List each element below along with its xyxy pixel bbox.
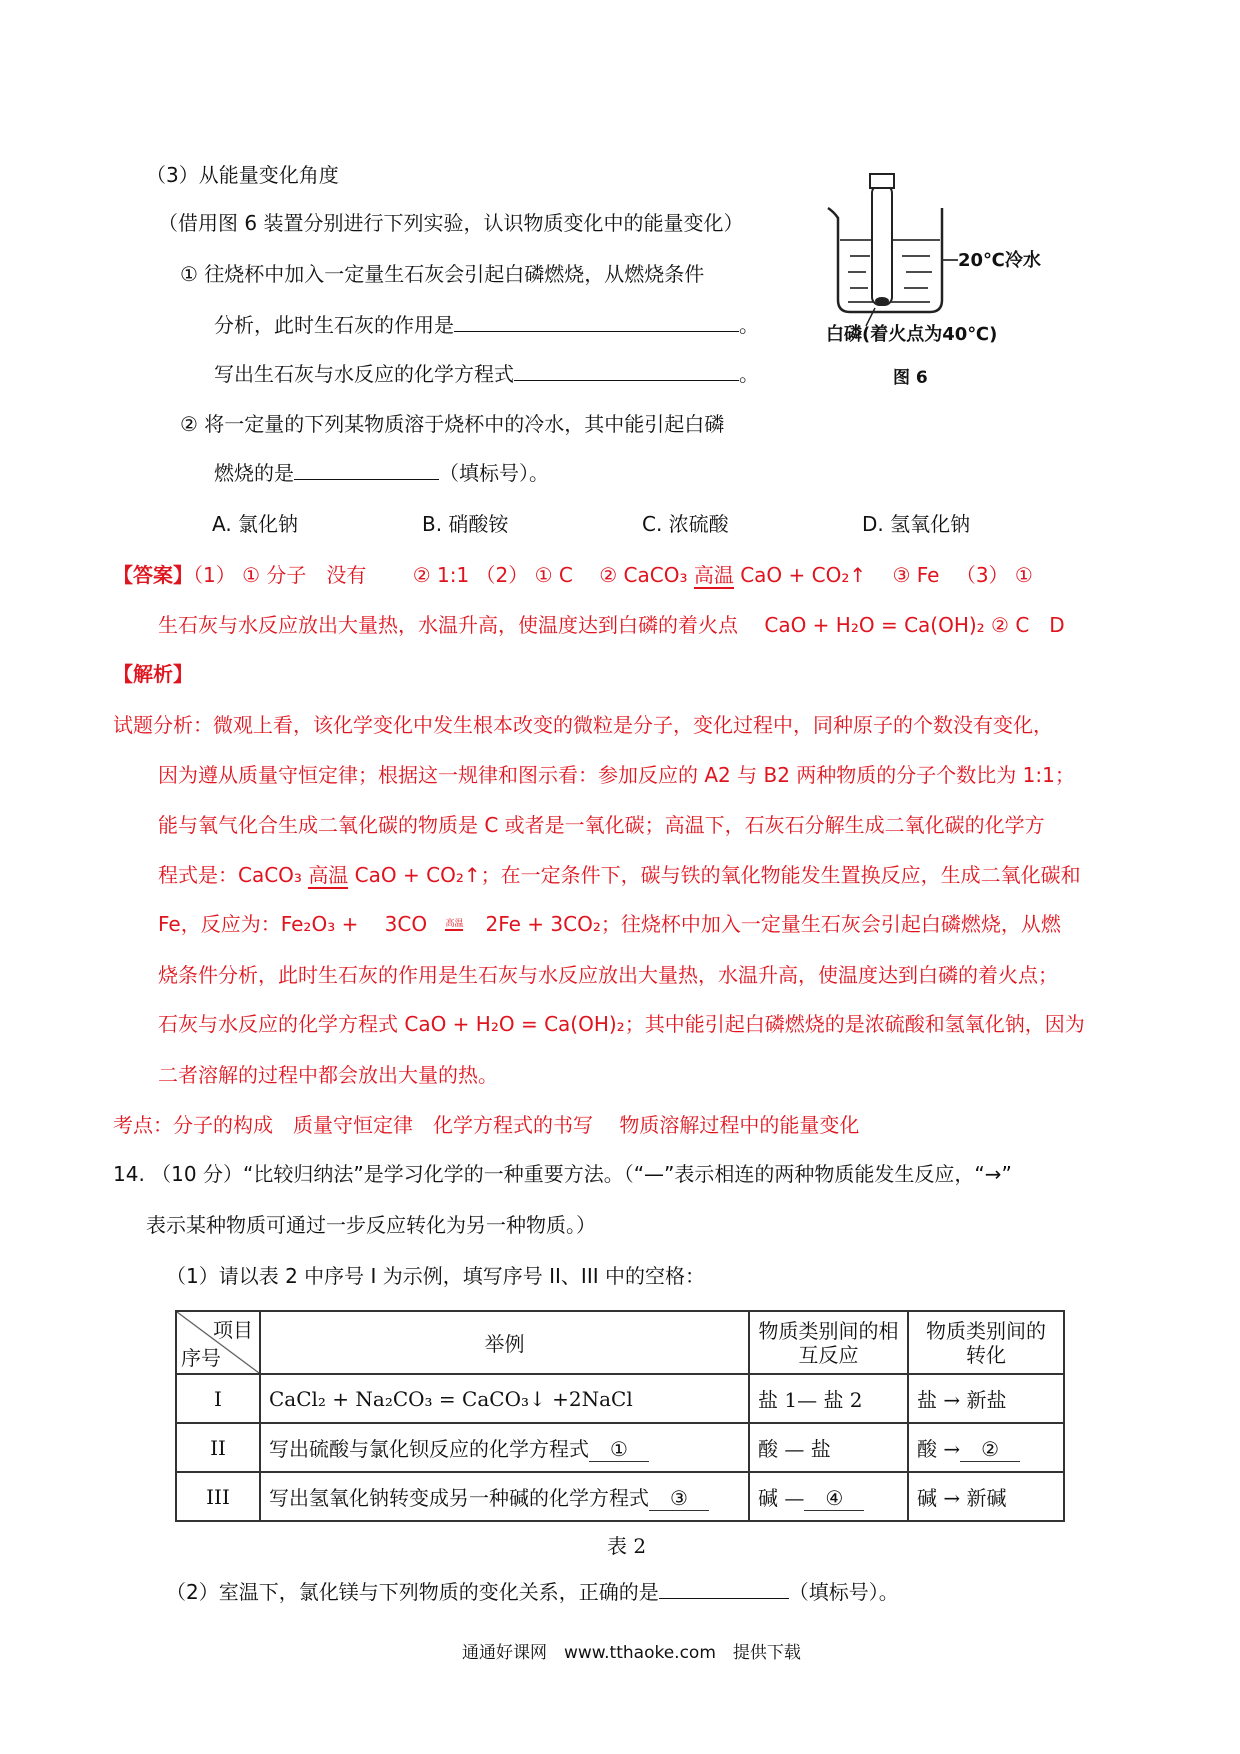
analysis-line: 二者溶解的过程中都会放出大量的热。 xyxy=(158,1063,498,1087)
row-no: I xyxy=(176,1374,260,1423)
row-example: 写出氢氧化钠转变成另一种碱的化学方程式 ③ xyxy=(260,1472,749,1521)
row-convert: 酸 → ② xyxy=(908,1423,1064,1472)
kaodian: 考点：分子的构成 质量守恒定律 化学方程式的书写 物质溶解过程中的能量变化 xyxy=(113,1113,860,1137)
water-label: 20℃冷水 xyxy=(958,250,1041,271)
q14-part-1: （1）请以表 2 中序号 I 为示例，填写序号 II、III 中的空格： xyxy=(166,1264,705,1288)
q3-item2: ② 将一定量的下列某物质溶于烧杯中的冷水，其中能引起白磷 xyxy=(180,412,725,436)
table-header-row xyxy=(176,1311,1064,1374)
option-a: A. 氯化钠 xyxy=(212,512,299,536)
q3-title: （3）从能量变化角度 xyxy=(146,163,339,187)
q3-item1-c: 写出生石灰与水反应的化学方程式 。 xyxy=(214,362,759,386)
analysis-line: 试题分析：微观上看，该化学变化中发生根本改变的微粒是分子，变化过程中，同种原子的个数没有变化， xyxy=(113,713,1053,737)
analysis-line: 能与氧气化合生成二氧化碳的物质是 C 或者是一氧化碳；高温下，石灰石分解生成二氧化碳的化学方 xyxy=(158,813,1045,837)
header-example: 举例 xyxy=(260,1311,749,1374)
analysis-line: 程式是：CaCO₃ 高温 CaO + CO₂↑；在一定条件下，碳与铁的氧化物能发生置换反应，生成二氧化碳和 xyxy=(158,863,1081,887)
table-caption: 表 2 xyxy=(607,1534,647,1558)
row-example: 写出硫酸与氯化钡反应的化学方程式 ① xyxy=(260,1423,749,1472)
row-no: II xyxy=(176,1423,260,1472)
table-row xyxy=(176,1423,1064,1472)
analysis-line: Fe，反应为：Fe₂O₃ + 3CO $^{高温}$ 2Fe + 3CO₂；往烧杯中加入一定量生石灰会引起白磷燃烧，从燃 xyxy=(158,912,1061,936)
table-2 xyxy=(175,1310,1065,1522)
header-conversion: 物质类别间的转化 xyxy=(908,1311,1064,1374)
analysis-line: 烧条件分析，此时生石灰的作用是生石灰与水反应放出大量热，水温升高，使温度达到白磷的着火点； xyxy=(158,963,1058,987)
row-convert: 碱 → 新碱 xyxy=(908,1472,1064,1521)
q3-item1: ① 往烧杯中加入一定量生石灰会引起白磷燃烧，从燃烧条件 xyxy=(180,262,705,286)
option-d: D. 氢氧化钠 xyxy=(862,512,971,536)
answer-line-1: 【答案】（1） ① 分子 没有 ② 1:1 （2） ① C ② CaCO₃ 高温 CaO + CO₂↑ ③ Fe （3） ① xyxy=(113,563,1033,587)
corner-cell: 项目 序号 xyxy=(176,1311,260,1374)
q3-item1-b: 分析，此时生石灰的作用是 。 xyxy=(214,313,759,337)
option-b: B. 硝酸铵 xyxy=(422,512,509,536)
phosphorus-label: 白磷(着火点为40℃) xyxy=(826,324,998,345)
analysis-label: 【解析】 xyxy=(113,662,193,686)
row-reaction: 碱 — ④ xyxy=(749,1472,908,1521)
answer-line-2: 生石灰与水反应放出大量热，水温升高，使温度达到白磷的着火点 CaO + H₂O = Ca(OH)₂ ② C D xyxy=(158,613,1065,637)
analysis-line: 石灰与水反应的化学方程式 CaO + H₂O = Ca(OH)₂；其中能引起白磷燃烧的是浓硫酸和氢氧化钠，因为 xyxy=(158,1012,1085,1036)
row-reaction: 盐 1— 盐 2 xyxy=(749,1374,908,1423)
q3-item2-b: 燃烧的是 （填标号）。 xyxy=(214,461,549,485)
option-c: C. 浓硫酸 xyxy=(642,512,729,536)
row-convert: 盐 → 新盐 xyxy=(908,1374,1064,1423)
figure-6-beaker xyxy=(820,160,1020,400)
header-reaction: 物质类别间的相互反应 xyxy=(749,1311,908,1374)
table-row xyxy=(176,1472,1064,1521)
figure-caption: 图 6 xyxy=(893,368,928,388)
row-reaction: 酸 — 盐 xyxy=(749,1423,908,1472)
q14-line-1: 14. （10 分）“比较归纳法”是学习化学的一种重要方法。（“—”表示相连的两种物质能发生反应，“→” xyxy=(113,1162,1012,1186)
q3-intro: （借用图 6 装置分别进行下列实验，认识物质变化中的能量变化） xyxy=(158,211,744,235)
q14-line-2: 表示某种物质可通过一步反应转化为另一种物质。） xyxy=(146,1213,596,1237)
analysis-line: 因为遵从质量守恒定律；根据这一规律和图示看：参加反应的 A2 与 B2 两种物质的分子个数比为 1:1； xyxy=(158,763,1075,787)
row-no: III xyxy=(176,1472,260,1521)
row-example: CaCl₂ + Na₂CO₃ = CaCO₃↓ +2NaCl xyxy=(260,1374,749,1423)
table-row xyxy=(176,1374,1064,1423)
footer: 通通好课网 www.tthaoke.com 提供下载 xyxy=(462,1643,801,1663)
q14-part-2: （2）室温下，氯化镁与下列物质的变化关系，正确的是 （填标号）。 xyxy=(166,1580,899,1604)
